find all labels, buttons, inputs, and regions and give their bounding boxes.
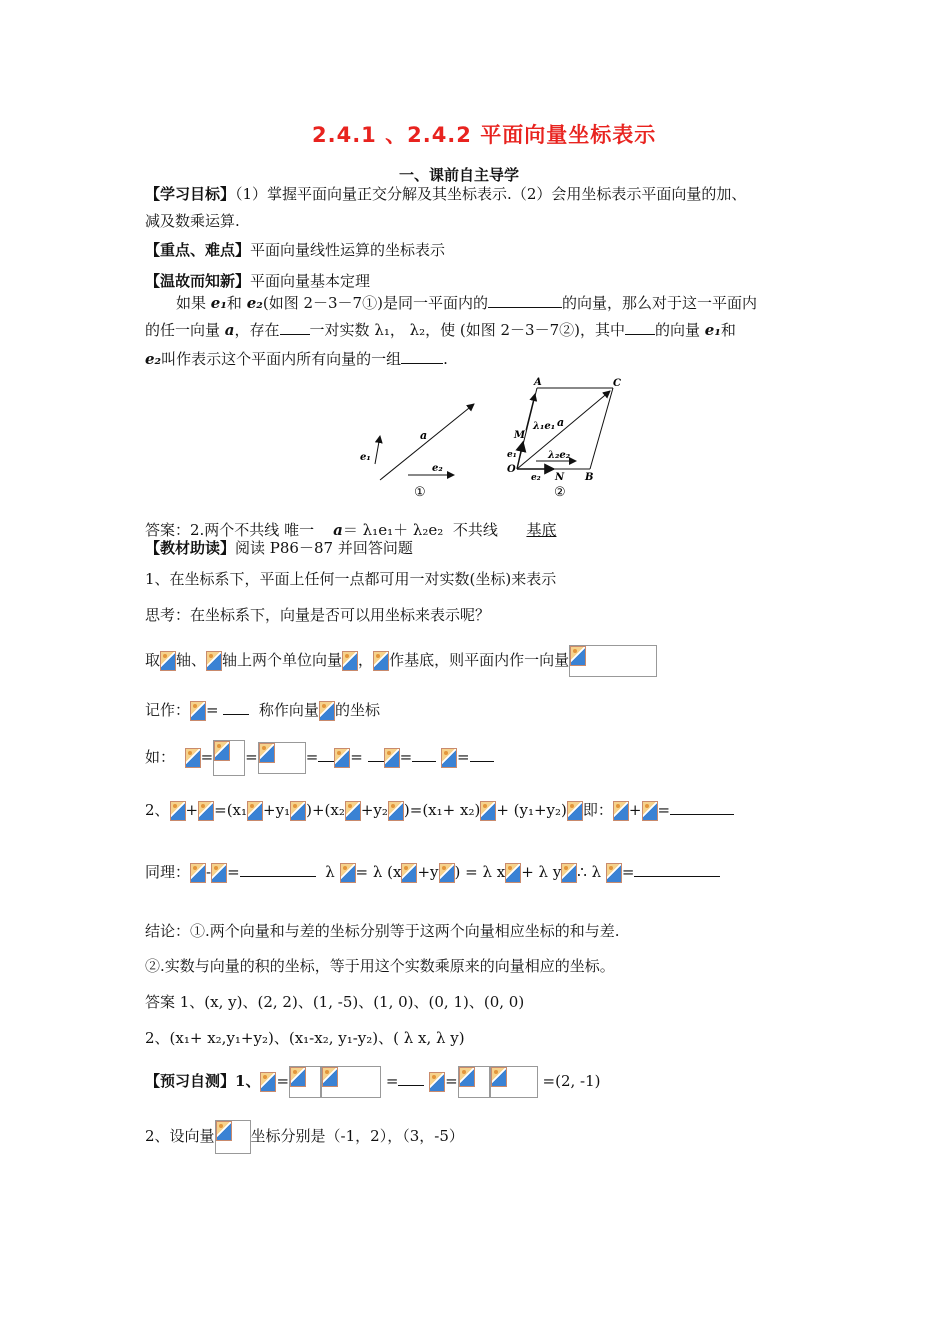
image-frame xyxy=(458,1066,490,1098)
edge-cb xyxy=(590,388,613,469)
image-frame xyxy=(258,742,306,774)
textbook-line: 【教材助读】阅读 P86－87 并回答问题 xyxy=(145,539,413,557)
blank xyxy=(280,320,310,335)
review-text: 平面向量基本定理 xyxy=(250,272,371,290)
image-placeholder-icon xyxy=(570,646,586,666)
conclusion-2: ②.实数与向量的积的坐标，等于用这个实数乘原来的向量相应的坐标。 xyxy=(145,957,615,975)
image-placeholder-icon xyxy=(429,1072,445,1092)
svg-text:λ₂e₂: λ₂e₂ xyxy=(548,450,571,461)
image-placeholder-icon xyxy=(340,863,356,883)
image-placeholder-icon xyxy=(439,863,455,883)
svg-text:A: A xyxy=(534,377,542,388)
goal-text2: 减及数乘运算. xyxy=(145,212,240,230)
similarly-line: 同理： - = λ = λ (x +y ) = λ x + λ y ∴ λ = xyxy=(145,862,720,883)
image-placeholder-icon xyxy=(567,801,583,821)
vector-figure xyxy=(350,372,640,504)
image-placeholder-icon xyxy=(561,863,577,883)
image-frame xyxy=(213,740,245,776)
blank xyxy=(240,862,316,877)
blank xyxy=(223,700,249,715)
take-line: 取 轴、 轴上两个单位向量 ， 作基底，则平面内作一向量 xyxy=(145,645,657,677)
label-e1: e₁ xyxy=(360,452,371,463)
image-placeholder-icon xyxy=(290,1067,306,1087)
review-label: 【温故而知新】 xyxy=(145,272,251,290)
image-placeholder-icon xyxy=(334,748,350,768)
image-placeholder-icon xyxy=(190,701,206,721)
blank xyxy=(368,747,384,762)
image-placeholder-icon xyxy=(642,801,658,821)
blank xyxy=(634,862,720,877)
image-placeholder-icon xyxy=(373,651,389,671)
blank xyxy=(670,800,734,815)
image-placeholder-icon xyxy=(606,863,622,883)
key-text: 平面向量线性运算的坐标表示 xyxy=(250,241,446,259)
image-placeholder-icon xyxy=(480,801,496,821)
blank xyxy=(625,320,655,335)
conclusion-1: 结论：①.两个向量和与差的坐标分别等于这两个向量相应坐标的和与差. xyxy=(145,922,620,940)
svg-text:B: B xyxy=(585,472,594,483)
svg-text:λ₁e₁: λ₁e₁ xyxy=(533,421,556,432)
image-placeholder-icon xyxy=(401,863,417,883)
image-placeholder-icon xyxy=(342,651,358,671)
answer-2: 答案 1、(x, y)、(2, 2)、(1, -5)、(1, 0)、(0, 1)、(0, 0) xyxy=(145,993,525,1011)
image-frame xyxy=(321,1066,381,1098)
blank xyxy=(318,747,334,762)
image-placeholder-icon xyxy=(185,748,201,768)
key-line xyxy=(145,240,445,260)
page-title: 2.4.1 、2.4.2 平面向量坐标表示 xyxy=(312,123,657,147)
image-placeholder-icon xyxy=(345,801,361,821)
blank xyxy=(488,293,562,308)
figure-label-1: ① xyxy=(414,485,426,500)
vector-e1-arrow xyxy=(375,436,380,464)
section-heading: 一、课前自主导学 xyxy=(399,166,520,184)
svg-text:e₂: e₂ xyxy=(531,473,541,483)
question-3-line: 2、设向量 坐标分别是（-1，2），（3，-5） xyxy=(145,1120,464,1154)
image-placeholder-icon xyxy=(613,801,629,821)
image-placeholder-icon xyxy=(259,743,275,763)
svg-text:C: C xyxy=(613,378,621,389)
svg-text:N: N xyxy=(555,472,565,483)
image-placeholder-icon xyxy=(206,651,222,671)
image-placeholder-icon xyxy=(214,741,230,761)
image-placeholder-icon xyxy=(198,801,214,821)
question-2-line: 2、 + =(x₁ +y₁ )+(x₂ +y₂ )=(x₁+ x₂) + (y₁+y₂) 即： + = xyxy=(145,800,734,836)
question-1: 1、在坐标系下，平面上任何一点都可用一对实数(坐标)来表示 xyxy=(145,570,557,588)
label-a: a xyxy=(420,429,428,442)
goal-label: 【学习目标】 xyxy=(145,185,236,203)
figure-label-2: ② xyxy=(554,485,566,500)
e2-symbol: e₂ xyxy=(246,294,263,312)
image-placeholder-icon xyxy=(290,801,306,821)
vector-a-arrow xyxy=(380,404,474,480)
preview-line: 【预习自测】1、 = = = =(2, -1) xyxy=(145,1066,601,1098)
answer-3: 2、(x₁+ x₂,y₁+y₂)、(x₁-x₂, y₁-y₂)、( λ x, λ y) xyxy=(145,1029,465,1047)
image-placeholder-icon xyxy=(505,863,521,883)
blank xyxy=(398,1071,424,1086)
image-placeholder-icon xyxy=(441,748,457,768)
svg-text:O: O xyxy=(507,464,516,475)
image-placeholder-icon xyxy=(170,801,186,821)
review-p2: 的任一向量 a，存在 一对实数 λ₁， λ₂，使 (如图 2－3－7②)，其中 的向量 e₁和 xyxy=(145,321,736,339)
image-placeholder-icon xyxy=(491,1067,507,1087)
svg-text:a: a xyxy=(557,416,565,429)
image-placeholder-icon xyxy=(388,801,404,821)
blank xyxy=(412,747,436,762)
image-placeholder-icon xyxy=(160,651,176,671)
think-line: 思考：在坐标系下，向量是否可以用坐标来表示呢？ xyxy=(145,606,491,624)
review-line xyxy=(145,271,370,291)
blank xyxy=(401,349,443,364)
goal-line xyxy=(145,184,746,204)
answer-line: 答案：2.两个不共线 唯一 a＝ λ₁e₁＋ λ₂e₂ 不共线 基底 xyxy=(145,521,557,539)
review-p3: e₂叫作表示这个平面内所有向量的一组 . xyxy=(145,350,448,368)
image-placeholder-icon xyxy=(322,1067,338,1087)
review-p1: 如果 e₁和 e₂(如图 2－3－7①)是同一平面内的 的向量，那么对于这一平面内 xyxy=(176,294,757,312)
image-placeholder-icon xyxy=(190,863,206,883)
svg-text:e₁: e₁ xyxy=(507,450,517,460)
image-placeholder-icon xyxy=(384,748,400,768)
image-placeholder-icon xyxy=(247,801,263,821)
goal-text1: （1）掌握平面向量正交分解及其坐标表示.（2）会用坐标表示平面向量的加、 xyxy=(235,185,747,203)
image-frame xyxy=(215,1120,251,1154)
image-frame xyxy=(569,645,657,677)
image-placeholder-icon xyxy=(260,1072,276,1092)
image-frame xyxy=(490,1066,538,1098)
e1-symbol: e₁ xyxy=(210,294,227,312)
image-placeholder-icon xyxy=(211,863,227,883)
note-line: 记作： = 称作向量 的坐标 xyxy=(145,701,380,719)
image-placeholder-icon xyxy=(459,1067,475,1087)
image-frame xyxy=(289,1066,321,1098)
example-line: 如： = = = = = = xyxy=(145,740,494,776)
image-placeholder-icon xyxy=(216,1121,232,1141)
key-label: 【重点、难点】 xyxy=(145,241,251,259)
label-e2: e₂ xyxy=(432,463,443,474)
image-placeholder-icon xyxy=(319,701,335,721)
svg-text:M: M xyxy=(514,430,526,441)
blank xyxy=(470,747,494,762)
